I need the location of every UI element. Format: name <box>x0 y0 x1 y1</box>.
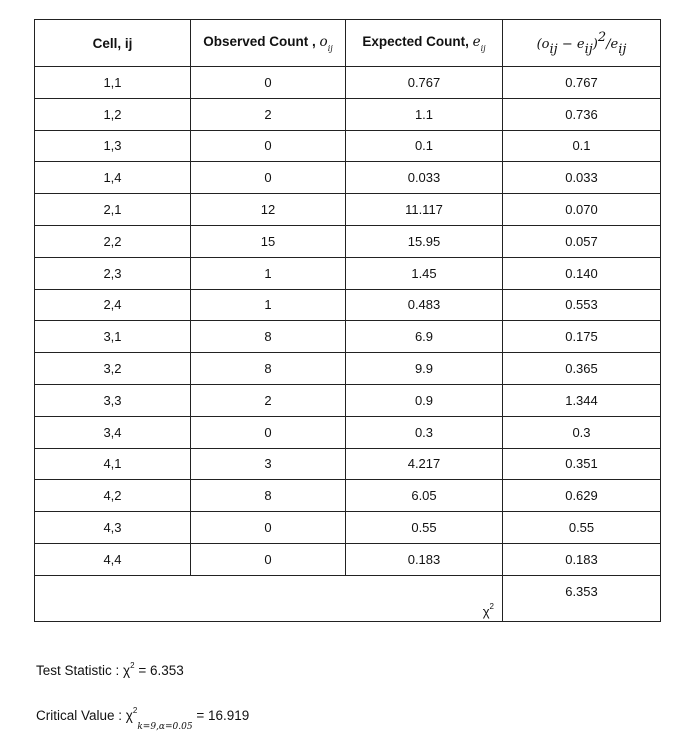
expected-count: 0.483 <box>346 289 503 321</box>
chi-component: 0.1 <box>503 130 661 162</box>
table-row <box>35 257 661 289</box>
chi-component: 1.344 <box>503 384 661 416</box>
expected-subscript: ij <box>480 43 486 53</box>
cell-ij: 2,2 <box>35 225 191 257</box>
expected-count: 6.9 <box>346 321 503 353</box>
table-row <box>35 162 661 194</box>
expected-count: 0.1 <box>346 130 503 162</box>
observed-count: 0 <box>191 67 346 99</box>
cell-ij: 3,2 <box>35 353 191 385</box>
formula-open: (o <box>536 36 550 52</box>
formula-sub3: ij <box>618 41 627 57</box>
cell-ij: 4,3 <box>35 512 191 544</box>
chi-component: 0.351 <box>503 448 661 480</box>
chi-component: 0.175 <box>503 321 661 353</box>
observed-count: 0 <box>191 130 346 162</box>
observed-count: 12 <box>191 194 346 226</box>
cell-ij: 4,1 <box>35 448 191 480</box>
observed-count: 0 <box>191 416 346 448</box>
total-label-cell <box>35 575 503 621</box>
observed-count: 0 <box>191 162 346 194</box>
table-row <box>35 512 661 544</box>
critical-value-line <box>36 706 249 732</box>
cell-ij: 4,2 <box>35 480 191 512</box>
total-row <box>35 575 661 621</box>
observed-count: 0 <box>191 512 346 544</box>
chi-component: 0.070 <box>503 194 661 226</box>
header-expected <box>346 20 503 67</box>
table-row <box>35 448 661 480</box>
critical-value-value: = 16.919 <box>196 708 250 723</box>
expected-count: 6.05 <box>346 480 503 512</box>
chi-component: 0.553 <box>503 289 661 321</box>
expected-count: 1.45 <box>346 257 503 289</box>
cell-ij: 3,4 <box>35 416 191 448</box>
observed-subscript: ij <box>327 43 333 53</box>
expected-count: 0.767 <box>346 67 503 99</box>
critical-value-symbol: χ <box>125 708 133 723</box>
chi-square-table <box>34 19 661 622</box>
expected-count: 0.183 <box>346 543 503 575</box>
observed-count: 1 <box>191 289 346 321</box>
formula-close: ) <box>592 36 598 52</box>
observed-count: 8 <box>191 321 346 353</box>
cell-ij: 2,3 <box>35 257 191 289</box>
expected-count: 4.217 <box>346 448 503 480</box>
chi-component: 0.55 <box>503 512 661 544</box>
observed-count: 1 <box>191 257 346 289</box>
expected-count: 1.1 <box>346 98 503 130</box>
expected-count: 0.55 <box>346 512 503 544</box>
test-statistic-symbol: χ <box>123 663 131 678</box>
observed-symbol: o <box>319 33 328 50</box>
table-row <box>35 416 661 448</box>
observed-count: 8 <box>191 353 346 385</box>
expected-count: 15.95 <box>346 225 503 257</box>
cell-ij: 1,2 <box>35 98 191 130</box>
table-row <box>35 289 661 321</box>
formula-sub1: ij <box>549 41 558 57</box>
expected-count: 0.033 <box>346 162 503 194</box>
formula-sup: 2 <box>597 29 607 45</box>
cell-ij: 1,1 <box>35 67 191 99</box>
expected-count: 9.9 <box>346 353 503 385</box>
header-observed <box>191 20 346 67</box>
test-statistic-value: = 6.353 <box>138 663 184 678</box>
table-row <box>35 321 661 353</box>
formula-div: /e <box>606 36 619 52</box>
observed-count: 0 <box>191 543 346 575</box>
formula-sub2: ij <box>584 41 593 57</box>
chi-component: 0.767 <box>503 67 661 99</box>
cell-ij: 3,3 <box>35 384 191 416</box>
table-row <box>35 384 661 416</box>
table-row <box>35 130 661 162</box>
observed-count: 2 <box>191 98 346 130</box>
test-statistic-label: Test Statistic : <box>36 663 120 678</box>
cell-ij: 4,4 <box>35 543 191 575</box>
table-row <box>35 543 661 575</box>
cell-ij: 2,4 <box>35 289 191 321</box>
test-statistic-line <box>36 661 184 678</box>
critical-value-label: Critical Value : <box>36 708 123 723</box>
chi-component: 0.365 <box>503 353 661 385</box>
chi-component: 0.183 <box>503 543 661 575</box>
header-observed-label: Observed Count , <box>203 33 316 49</box>
chi-component: 0.3 <box>503 416 661 448</box>
expected-symbol: e <box>472 33 481 50</box>
table-row <box>35 353 661 385</box>
observed-count: 15 <box>191 225 346 257</box>
header-row <box>35 20 661 67</box>
cell-ij: 3,1 <box>35 321 191 353</box>
total-value: 6.353 <box>503 575 661 621</box>
table-row <box>35 194 661 226</box>
chi-superscript: 2 <box>489 601 494 611</box>
chi-component: 0.736 <box>503 98 661 130</box>
observed-count: 3 <box>191 448 346 480</box>
expected-count: 11.117 <box>346 194 503 226</box>
table-body <box>35 67 661 576</box>
cell-ij: 2,1 <box>35 194 191 226</box>
header-cell-label: Cell, ij <box>92 35 133 51</box>
table-row <box>35 225 661 257</box>
chi-square-label <box>483 602 494 619</box>
observed-count: 2 <box>191 384 346 416</box>
cell-ij: 1,4 <box>35 162 191 194</box>
header-statistic-formula <box>503 20 661 67</box>
expected-count: 0.9 <box>346 384 503 416</box>
table-row <box>35 98 661 130</box>
critical-value-sup: 2 <box>132 706 138 715</box>
table-row <box>35 480 661 512</box>
header-expected-label: Expected Count, <box>362 33 469 49</box>
expected-count: 0.3 <box>346 416 503 448</box>
table-row <box>35 67 661 99</box>
header-cell-ij <box>35 20 191 67</box>
chi-component: 0.033 <box>503 162 661 194</box>
chi-component: 0.140 <box>503 257 661 289</box>
chi-component: 0.629 <box>503 480 661 512</box>
formula-minus: − e <box>557 36 585 52</box>
cell-ij: 1,3 <box>35 130 191 162</box>
test-statistic-sup: 2 <box>130 661 135 670</box>
observed-count: 8 <box>191 480 346 512</box>
chi-symbol: χ <box>482 603 490 619</box>
chi-component: 0.057 <box>503 225 661 257</box>
critical-value-subscript: k=9,α=0.05 <box>137 722 193 732</box>
